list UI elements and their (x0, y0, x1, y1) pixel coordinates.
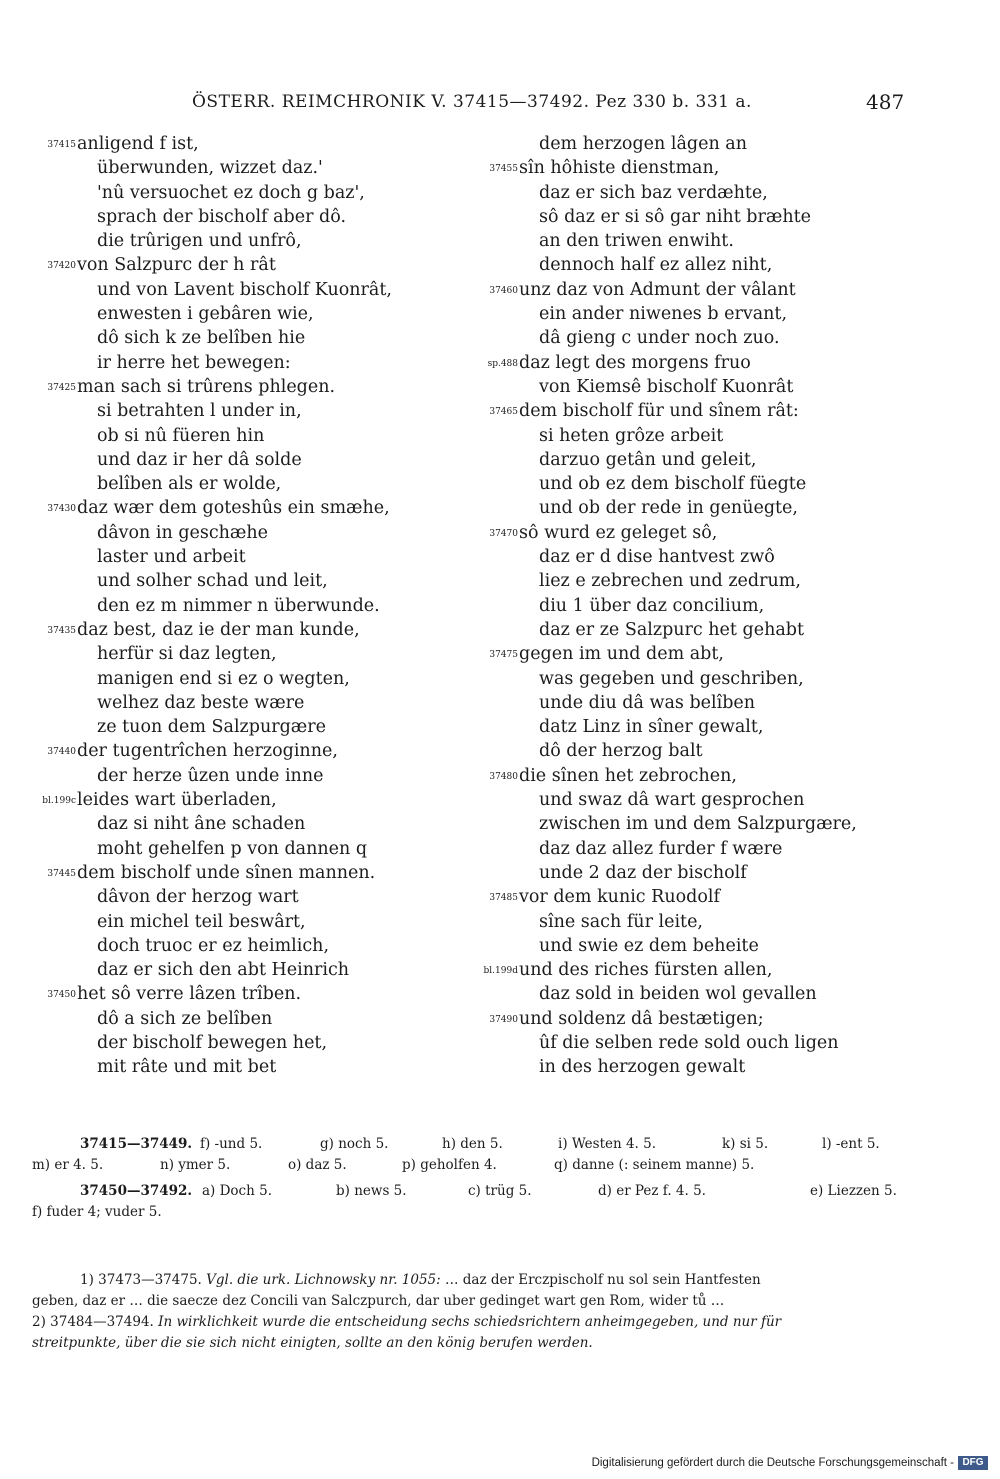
verse-line (20, 642, 450, 666)
verse-line (20, 910, 450, 934)
verse-line (462, 982, 892, 1006)
verse-line (462, 691, 892, 715)
verse-line (20, 885, 450, 909)
verse-line (20, 132, 450, 156)
verse-text: von Kiemsê bischolf Kuonrât (539, 376, 794, 397)
verse-line (20, 253, 450, 277)
verse-line (20, 667, 450, 691)
verse-line (462, 837, 892, 861)
apparatus-note: p) geholfen 4. (402, 1157, 497, 1173)
verse-line (20, 837, 450, 861)
verse-text: und von Lavent bischolf Kuonrât, (97, 279, 392, 300)
apparatus-note: k) si 5. (722, 1136, 769, 1152)
verse-line (20, 764, 450, 788)
apparatus-note: e) Liezzen 5. (810, 1183, 897, 1199)
apparatus-note: d) er Pez f. 4. 5. (598, 1183, 706, 1199)
verse-line (20, 812, 450, 836)
commentary-line (32, 1270, 892, 1291)
verse-line (20, 375, 450, 399)
verse-line (462, 667, 892, 691)
verse-line (20, 569, 450, 593)
verse-line (20, 472, 450, 496)
verse-line (462, 448, 892, 472)
apparatus-note: i) Westen 4. 5. (558, 1136, 657, 1152)
apparatus-note: a) Doch 5. (202, 1183, 272, 1199)
verse-text: laster und arbeit (97, 547, 246, 568)
verse-text: man sach si trûrens phlegen. (77, 376, 336, 397)
commentary-italic: In wirklichkeit wurde die entscheidung sechs schiedsrichtern anheimgegeben, und nur für (158, 1314, 782, 1330)
apparatus-line (32, 1152, 892, 1178)
verse-text: überwunden, wizzet daz.' (97, 158, 323, 179)
verse-line (20, 326, 450, 350)
verse-line (20, 156, 450, 180)
verse-text: diu 1 über daz concilium, (539, 595, 765, 616)
verse-text: enwesten i gebâren wie, (97, 304, 314, 325)
verse-line (20, 691, 450, 715)
line-number: 37455 (489, 164, 518, 175)
verse-text: und ob der rede in genüegte, (539, 498, 798, 519)
verse-text: ir herre het bewegen: (97, 352, 291, 373)
verse-line (462, 229, 892, 253)
verse-text: herfür si daz legten, (97, 644, 277, 665)
verse-text: dem bischolf unde sînen mannen. (77, 862, 376, 883)
verse-text: die trûrigen und unfrô, (97, 231, 302, 252)
verse-text: sîn hôhiste dienstman, (519, 158, 720, 179)
verse-line (462, 351, 892, 375)
verse-line (462, 132, 892, 156)
verse-text: die sînen het zebrochen, (519, 765, 737, 786)
commentary-text: … daz der Erczpischolf nu sol sein Hantfesten (444, 1272, 761, 1288)
verse-text: unz daz von Admunt der vâlant (519, 279, 796, 300)
verse-text: daz er sich baz verdæhte, (539, 182, 768, 203)
verse-line (462, 496, 892, 520)
verse-text: dô der herzog balt (539, 741, 703, 762)
verse-text: daz sold in beiden wol gevallen (539, 984, 817, 1005)
verse-line (20, 496, 450, 520)
line-number: 37415 (47, 140, 76, 150)
verse-line (462, 472, 892, 496)
verse-line (20, 351, 450, 375)
apparatus-note: b) news 5. (336, 1183, 407, 1199)
verse-line (20, 788, 450, 812)
verse-text: ein ander niwenes b ervant, (539, 304, 788, 325)
line-number: 37465 (489, 407, 518, 418)
verse-text: und des riches fürsten allen, (519, 960, 773, 981)
verse-line (462, 618, 892, 642)
dfg-funding-text: Digitalisierung gefördert durch die Deutsche Forschungsgemeinschaft - (591, 1457, 954, 1469)
right-verse-column (462, 132, 892, 1080)
line-number: 37470 (489, 528, 518, 539)
verse-line (20, 448, 450, 472)
verse-text: daz er sich den abt Heinrich (97, 960, 350, 981)
verse-line (462, 424, 892, 448)
line-number: 37450 (47, 990, 76, 1001)
apparatus-note: h) den 5. (442, 1136, 503, 1152)
apparatus-note: f) fuder 4; vuder 5. (32, 1204, 162, 1220)
verse-text: manigen end si ez o wegten, (97, 668, 350, 689)
page-number: 487 (866, 90, 905, 114)
verse-line (462, 1031, 892, 1055)
verse-text: het sô verre lâzen trîben. (77, 984, 302, 1005)
commentary-line (32, 1333, 892, 1354)
verse-line (462, 1007, 892, 1031)
verse-line (462, 812, 892, 836)
verse-line (462, 253, 892, 277)
verse-text: dâvon der herzog wart (97, 887, 299, 908)
verse-line (462, 181, 892, 205)
commentary-ref: 2) 37484—37494. (32, 1314, 154, 1330)
commentary-italic: streitpunkte, über die sie sich nicht einigten, sollte an den könig berufen werden. (32, 1335, 593, 1351)
verse-line (462, 521, 892, 545)
line-number: 37485 (489, 893, 518, 904)
dfg-funding-bar (591, 1455, 988, 1471)
verse-text: leides wart überladen, (77, 790, 277, 811)
line-number: 37435 (47, 625, 76, 636)
verse-line (20, 1055, 450, 1079)
verse-line (20, 861, 450, 885)
verse-line (462, 861, 892, 885)
verse-text: an den triwen enwiht. (539, 231, 734, 252)
verse-text: ob si nû füeren hin (97, 425, 265, 446)
verse-line (462, 642, 892, 666)
verse-text: unde diu dâ was belîben (539, 692, 756, 713)
line-number: 37430 (47, 504, 76, 515)
verse-text: daz legt des morgens fruo (519, 352, 751, 373)
commentary-ref: 1) 37473—37475. (80, 1272, 202, 1288)
verse-line (20, 958, 450, 982)
apparatus-note: m) er 4. 5. (32, 1157, 104, 1173)
verse-line (20, 205, 450, 229)
verse-line (20, 934, 450, 958)
verse-text: in des herzogen gewalt (539, 1057, 746, 1078)
verse-text: si heten grôze arbeit (539, 425, 724, 446)
apparatus-note: l) -ent 5. (822, 1136, 880, 1152)
verse-text: daz daz allez furder f wære (539, 838, 783, 859)
apparatus-note: f) -und 5. (200, 1136, 263, 1152)
verse-text: liez e zebrechen und zedrum, (539, 571, 801, 592)
verse-line (20, 982, 450, 1006)
commentary-italic: Vgl. die urk. Lichnowsky nr. 1055: (206, 1272, 441, 1288)
verse-text: dô a sich ze belîben (97, 1008, 273, 1029)
verse-text: vor dem kunic Ruodolf (519, 887, 720, 908)
commentary-line (32, 1291, 892, 1312)
verse-text: dem herzogen lâgen an (539, 134, 747, 154)
verse-text: dô sich k ze belîben hie (97, 328, 306, 349)
verse-text: gegen im und dem abt, (519, 644, 724, 665)
verse-line (462, 1055, 892, 1079)
verse-text: sîne sach für leite, (539, 911, 703, 932)
verse-text: der tugentrîchen herzoginne, (77, 741, 338, 762)
left-verse-column (20, 132, 450, 1080)
verse-text: und ob ez dem bischolf füegte (539, 474, 807, 495)
verse-line (462, 375, 892, 399)
line-number: 37425 (47, 382, 76, 393)
line-number: 37490 (489, 1014, 518, 1025)
verse-text: welhez daz beste wære (97, 692, 305, 713)
verse-line (462, 569, 892, 593)
verse-line (20, 594, 450, 618)
verse-line (20, 278, 450, 302)
verse-text: von Salzpurc der h rât (77, 255, 276, 276)
line-number: 37440 (47, 747, 76, 758)
verse-line (462, 399, 892, 423)
verse-text: den ez m nimmer n überwunde. (97, 595, 380, 616)
verse-line (20, 1031, 450, 1055)
verse-line (20, 302, 450, 326)
verse-line (20, 739, 450, 763)
verse-text: sprach der bischolf aber dô. (97, 206, 347, 227)
verse-text: moht gehelfen p von dannen q (97, 838, 368, 859)
verse-line (462, 205, 892, 229)
commentary-line (32, 1312, 892, 1333)
verse-text: zwischen im und dem Salzpurgære, (539, 814, 857, 835)
verse-text: und daz ir her dâ solde (97, 449, 302, 470)
verse-text: mit râte und mit bet (97, 1057, 277, 1078)
critical-apparatus (32, 1131, 897, 1225)
verse-text: und swie ez dem beheite (539, 935, 759, 956)
verse-line (462, 545, 892, 569)
apparatus-note: c) trüg 5. (468, 1183, 532, 1199)
verse-text: doch truoc er ez heimlich, (97, 935, 330, 956)
verse-text: ein michel teil beswârt, (97, 911, 306, 932)
line-number: 37460 (489, 285, 518, 296)
verse-text: daz best, daz ie der man kunde, (77, 619, 360, 640)
verse-text: sô daz er si sô gar niht bræhte (539, 206, 811, 227)
apparatus-note: g) noch 5. (320, 1136, 389, 1152)
line-number: bl.199c (42, 796, 76, 807)
verse-text: si betrahten l under in, (97, 401, 302, 422)
verse-line (462, 326, 892, 350)
apparatus-range: 37450—37492. (80, 1183, 193, 1199)
line-number: 37475 (489, 650, 518, 661)
verse-text: und swaz dâ wart gesprochen (539, 790, 805, 811)
verse-text: daz er ze Salzpurc het gehabt (539, 619, 805, 640)
line-number: 37420 (47, 261, 76, 272)
verse-text: der bischolf bewegen het, (97, 1032, 328, 1053)
verse-line (20, 399, 450, 423)
verse-text: dennoch half ez allez niht, (539, 255, 773, 276)
running-title: ÖSTERR. REIMCHRONIK V. 37415—37492. Pez 330 b. 331 a. (192, 92, 752, 112)
verse-line (462, 910, 892, 934)
verse-text: was gegeben und geschriben, (539, 668, 804, 689)
verse-line (462, 156, 892, 180)
line-number: 37445 (47, 868, 76, 879)
verse-line (20, 715, 450, 739)
verse-text: ûf die selben rede sold ouch ligen (539, 1032, 839, 1053)
commentary-notes (32, 1270, 892, 1354)
verse-line (462, 739, 892, 763)
dfg-logo: DFG (958, 1456, 988, 1470)
verse-text: 'nû versuochet ez doch g baz', (97, 182, 365, 203)
verse-line (20, 618, 450, 642)
verse-line (462, 764, 892, 788)
apparatus-note: q) danne (: seinem manne) 5. (554, 1157, 755, 1173)
verse-text: dâ gieng c under noch zuo. (539, 328, 780, 349)
verse-text: daz wær dem goteshûs ein smæhe, (77, 498, 390, 519)
verse-text: dem bischolf für und sînem rât: (519, 401, 799, 422)
verse-line (462, 934, 892, 958)
line-number: bl.199d (483, 966, 518, 977)
verse-line (20, 181, 450, 205)
verse-line (20, 521, 450, 545)
verse-text: ze tuon dem Salzpurgære (97, 717, 326, 738)
verse-text: sô wurd ez geleget sô, (519, 522, 718, 543)
verse-text: datz Linz in sîner gewalt, (539, 717, 764, 738)
apparatus-line (32, 1199, 892, 1225)
verse-line (462, 885, 892, 909)
verse-line (462, 594, 892, 618)
verse-line (462, 958, 892, 982)
verse-text: anligend f ist, (77, 134, 199, 154)
verse-line (462, 278, 892, 302)
verse-text: daz si niht âne schaden (97, 814, 306, 835)
apparatus-note: o) daz 5. (288, 1157, 347, 1173)
verse-line (462, 302, 892, 326)
apparatus-range: 37415—37449. (80, 1136, 193, 1152)
line-number: sp.488 (487, 358, 518, 369)
verse-line (20, 424, 450, 448)
verse-text: dâvon in geschæhe (97, 522, 269, 543)
verse-text: und soldenz dâ bestætigen; (519, 1008, 764, 1029)
verse-line (20, 1007, 450, 1031)
apparatus-note: n) ymer 5. (160, 1157, 231, 1173)
verse-text: und solher schad und leit, (97, 571, 328, 592)
commentary-text: geben, daz er … die saecze dez Concili van Salczpurch, dar uber gedinget wart gen Rom, wider tů … (32, 1293, 725, 1309)
page-header (0, 86, 1000, 116)
verse-text: unde 2 daz der bischolf (539, 862, 747, 883)
verse-line (20, 229, 450, 253)
verse-line (462, 788, 892, 812)
verse-text: darzuo getân und geleit, (539, 449, 757, 470)
verse-line (462, 715, 892, 739)
verse-text: belîben als er wolde, (97, 474, 282, 495)
verse-text: der herze ûzen unde inne (97, 765, 324, 786)
verse-line (20, 545, 450, 569)
line-number: 37480 (489, 771, 518, 782)
verse-text: daz er d dise hantvest zwô (539, 547, 775, 568)
